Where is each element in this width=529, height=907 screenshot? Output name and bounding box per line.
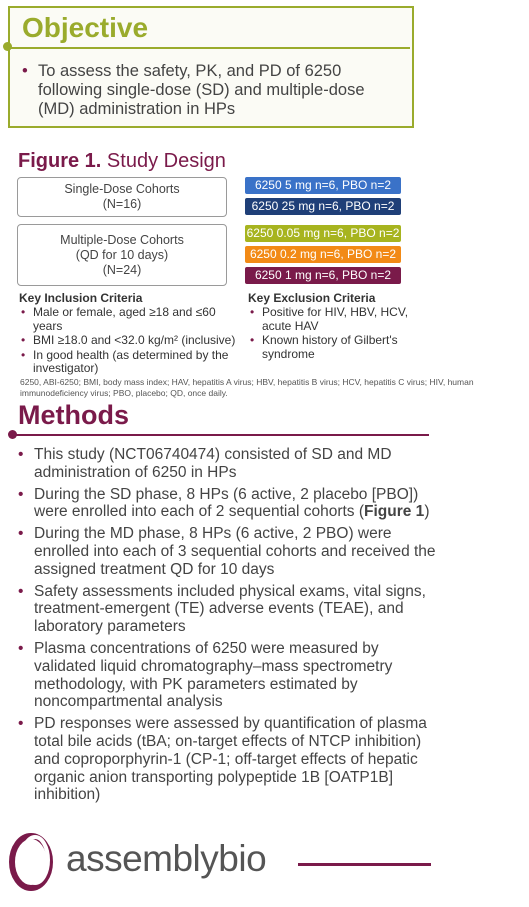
exclusion-list	[248, 306, 423, 362]
methods-item: • This study (NCT06740474) consisted of SD and MD administration of 6250 in HPs	[18, 446, 438, 482]
methods-list	[18, 446, 438, 808]
exclusion-item: • Known history of Gilbert's syndrome	[248, 334, 423, 361]
methods-item: • During the MD phase, 8 HPs (6 active, 2 PBO) were enrolled into each of 3 sequential cohorts and received the assigned treatment QD for 10 days	[18, 525, 438, 578]
methods-item: • Plasma concentrations of 6250 were measured by validated liquid chromatography–mass spectrometry methodology, with PK parameters estimated by noncompartmental analysis	[18, 640, 438, 711]
dose-bar-md-0-05mg: 6250 0.05 mg n=6, PBO n=2	[246, 226, 400, 240]
sd-cohorts-title: Single-Dose Cohorts	[64, 182, 180, 196]
multiple-dose-cohorts-box	[17, 224, 227, 286]
md-cohorts-n: (N=24)	[102, 262, 142, 277]
methods-title: Methods	[18, 400, 129, 430]
objective-rule	[10, 47, 410, 49]
sd-cohorts-n: (N=16)	[102, 197, 142, 211]
figure-caption: Study Design	[106, 150, 226, 172]
objective-item: • To assess the safety, PK, and PD of 6250 following single-dose (SD) and multiple-dose (MD) administration in HPs	[22, 62, 402, 119]
exclusion-heading: Key Exclusion Criteria	[248, 291, 376, 305]
md-cohorts-schedule: (QD for 10 days)	[75, 247, 169, 262]
inclusion-item: • Male or female, aged ≥18 and ≤60 years	[19, 306, 244, 333]
single-dose-cohorts-box	[17, 177, 227, 217]
assemblybio-logo-icon	[6, 830, 58, 892]
inclusion-item: • In good health (as determined by the investigator)	[19, 349, 244, 376]
objective-title: Objective	[22, 12, 149, 43]
exclusion-item: • Positive for HIV, HBV, HCV, acute HAV	[248, 306, 423, 333]
methods-item: • Safety assessments included physical exams, vital signs, treatment-emergent (TE) adverse events (TEAE), and laboratory parameters	[18, 583, 438, 636]
abbreviations-footnote: 6250, ABI-6250; BMI, body mass index; HAV, hepatitis A virus; HBV, hepatitis B virus; HCV, hepatitis C virus; HIV, human immunodeficiency virus; PBO, placebo; QD, once daily.	[20, 377, 474, 398]
dose-bar-md-0-2mg: 6250 0.2 mg n=6, PBO n=2	[245, 246, 401, 263]
inclusion-item: • BMI ≥18.0 and <32.0 kg/m² (inclusive)	[19, 334, 244, 348]
figure-title	[18, 150, 226, 173]
objective-list	[22, 62, 402, 119]
methods-rule	[12, 434, 429, 436]
methods-rule-dot	[8, 430, 17, 439]
objective-rule-dot	[3, 42, 12, 51]
figure-label: Figure 1.	[18, 150, 102, 172]
methods-item-text: )	[424, 503, 430, 521]
dose-bar-sd-5mg: 6250 5 mg n=6, PBO n=2	[245, 177, 401, 194]
dose-bar-md-1mg: 6250 1 mg n=6, PBO n=2	[245, 267, 401, 284]
methods-item: • PD responses were assessed by quantification of plasma total bile acids (tBA; on-target effects of NTCP inhibition) and coproporphyrin-1 (CP-1; off-target effects of hepatic organic anion transporting polypeptide 1B [OATP1B] inhibition)	[18, 715, 438, 804]
md-cohorts-title: Multiple-Dose Cohorts	[60, 232, 184, 247]
inclusion-list	[19, 306, 244, 377]
dose-bar-sd-25mg: 6250 25 mg n=6, PBO n=2	[245, 198, 401, 215]
methods-item	[18, 486, 438, 522]
logo-rule	[298, 863, 431, 866]
methods-item-text: During the SD phase, 8 HPs (6 active, 2 placebo [PBO]) were enrolled into each of 2 sequential cohorts (	[34, 485, 419, 521]
figure-reference: Figure 1	[364, 503, 425, 521]
inclusion-heading: Key Inclusion Criteria	[19, 291, 143, 305]
assemblybio-logo-text: assemblybio	[66, 838, 267, 879]
